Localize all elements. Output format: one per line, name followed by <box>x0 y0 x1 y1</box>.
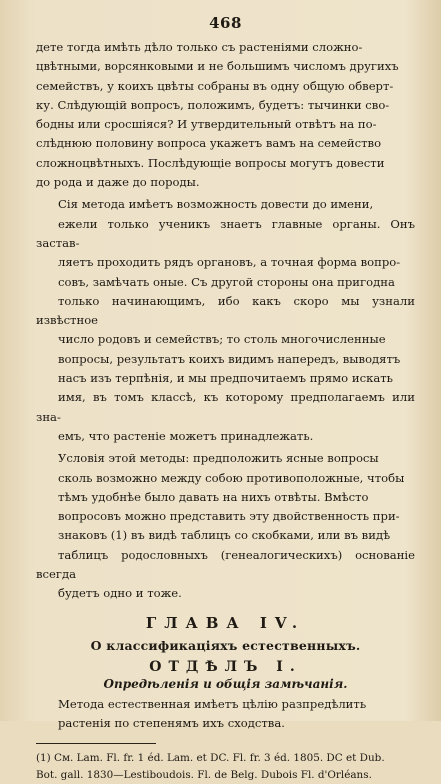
paragraph-3 <box>36 449 415 603</box>
paragraph-line: ляетъ проходить рядъ органовъ, а точная форма вопро- <box>58 255 401 270</box>
page-number: 468 <box>209 14 242 32</box>
paragraph-line: совъ, замѣчать оные. Съ другой стороны она пригодна <box>58 274 395 289</box>
paragraph-line: емъ, что растенiе можетъ принадлежать. <box>58 428 314 443</box>
paragraph-line: таблицъ родословныхъ (генеалогическихъ) основанiе всегда <box>36 547 415 582</box>
paragraph-line: вопросовъ можно представить эту двойственность при- <box>58 509 400 524</box>
paragraph-line: имя, въ томъ классѣ, къ которому предполагаемъ или зна- <box>36 390 415 424</box>
paragraph-line: насъ изъ терпѣнiя, и мы предпочитаемъ прямо искать <box>58 371 393 386</box>
paragraph-line: знаковъ (1) въ видѣ таблицъ со скобками, или въ видѣ <box>58 528 391 543</box>
footnote-line: Bot. gall. 1830—Lestiboudois. Fl. de Belg. Dubois Fl. d'Orléans. <box>36 769 372 782</box>
paragraph-line: ежели только ученикъ знаетъ главные органы. Онъ застав- <box>36 216 415 250</box>
paragraph-line: слѣднюю половину вопроса укажетъ вамъ на семейство <box>36 136 382 151</box>
paragraph-line: число родовъ и семействъ; то столь многочисленные <box>58 332 386 347</box>
paragraph-line: Метода естественная имѣетъ цѣлiю разпредѣлить <box>58 696 367 711</box>
paragraph-line: только начинающимъ, ибо какъ скоро мы узнали извѣстное <box>36 293 415 328</box>
paragraph-line: растенiя по степенямъ ихъ сходства. <box>58 715 285 730</box>
footnote-divider <box>36 743 156 744</box>
section-subtitle: Опредѣленiя и общiя замѣчанiя. <box>103 676 348 691</box>
footnote-line: (1) См. Lam. Fl. fr. 1 éd. Lam. et DC. Fl. fr. 3 éd. 1805. DC et Dub. <box>36 752 385 765</box>
section-heading: ОТДѢЛЪ I. <box>149 658 302 675</box>
paragraph-line: тѣмъ удобнѣе было давать на нихъ отвѣты. Вмѣсто <box>58 489 369 504</box>
paragraph-1 <box>36 38 415 192</box>
paragraph-line: сколь возможно между собою противоположные, чтобы <box>58 470 405 485</box>
chapter-heading: ГЛАВА IV. <box>145 613 306 632</box>
paragraph-line: Условiя этой методы: предположить ясные вопросы <box>58 451 379 466</box>
footnote <box>36 750 415 784</box>
chapter-title: О классификацiяхъ естественныхъ. <box>90 637 361 653</box>
paragraph-line: до рода и даже до породы. <box>36 175 200 190</box>
paragraph-line: семействъ, у коихъ цвѣты собраны въ одну общую обверт- <box>36 78 394 93</box>
paragraph-2 <box>36 195 415 446</box>
paragraph-line: ку. Слѣдующiй вопросъ, положимъ, будетъ: тычинки сво- <box>36 97 390 112</box>
paragraph-line: вопросы, результатъ коихъ видимъ напередъ, выводятъ <box>58 351 401 366</box>
paragraph-line: цвѣтными, ворсянковыми и не большимъ числомъ другихъ <box>36 59 399 74</box>
paragraph-line: сложноцвѣтныхъ. Послѣдующiе вопросы могутъ довести <box>36 155 385 170</box>
paragraph-line: бодны или сросшiяся? И утвердительный отвѣтъ на по- <box>36 117 377 132</box>
closing-paragraph <box>36 695 415 734</box>
paragraph-line: Сiя метода имѣетъ возможность довести до имени, <box>58 197 374 212</box>
paragraph-line: дете тогда имѣть дѣло только съ растенiями сложно- <box>36 40 363 54</box>
paragraph-line: будетъ одно и тоже. <box>58 586 182 601</box>
